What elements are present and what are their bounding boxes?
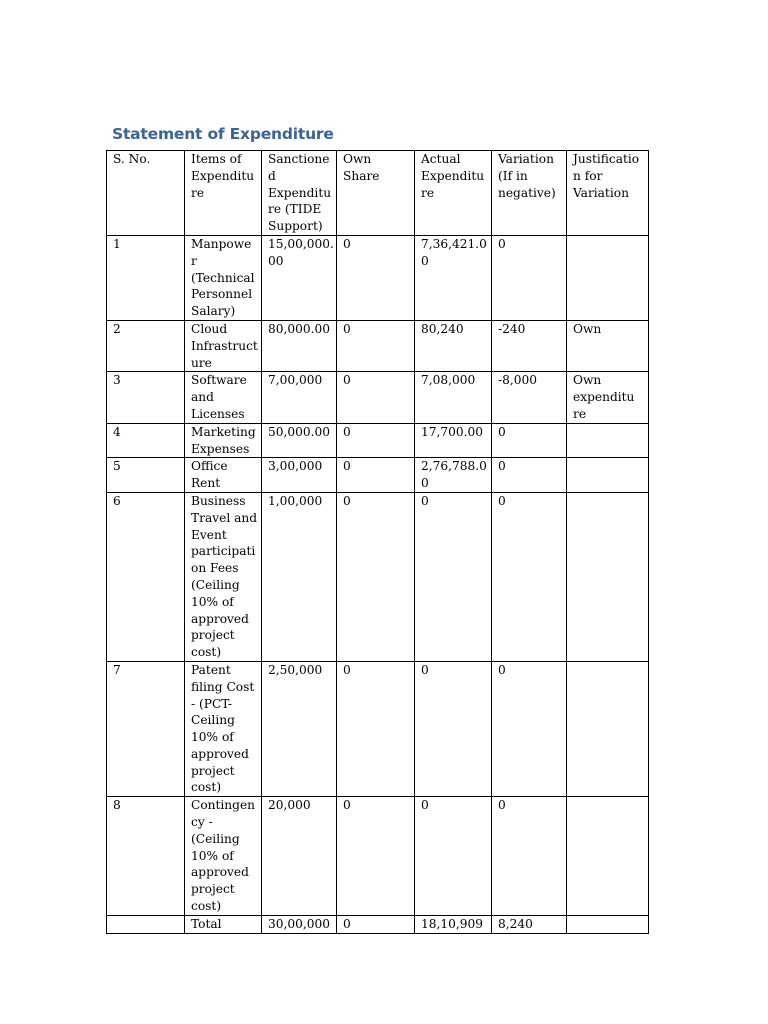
cell-own-share: 0 — [337, 492, 415, 661]
cell-actual: 18,10,909 — [415, 915, 492, 933]
cell-variation: 0 — [492, 797, 567, 916]
cell-item: Contingen cy - (Ceiling 10% of approved project cost) — [185, 797, 262, 916]
cell-item: Total — [185, 915, 262, 933]
cell-actual: 7,08,000 — [415, 372, 492, 423]
cell-justification — [567, 235, 649, 320]
header-cell-items: Items of Expenditu re — [185, 151, 262, 236]
table-row — [107, 661, 649, 796]
cell-actual: 17,700.00 — [415, 423, 492, 458]
cell-sno: 4 — [107, 423, 185, 458]
cell-justification — [567, 423, 649, 458]
header-cell-sanctioned: Sanctione d Expenditu re (TIDE Support) — [262, 151, 337, 236]
cell-item: Software and Licenses — [185, 372, 262, 423]
cell-justification: Own expenditu re — [567, 372, 649, 423]
cell-variation: 0 — [492, 458, 567, 493]
table-header-row — [107, 151, 649, 236]
cell-variation: 0 — [492, 661, 567, 796]
cell-actual: 80,240 — [415, 320, 492, 371]
cell-sno: 2 — [107, 320, 185, 371]
table-row — [107, 492, 649, 661]
table-row — [107, 458, 649, 493]
cell-sanctioned: 20,000 — [262, 797, 337, 916]
cell-sanctioned: 30,00,000 — [262, 915, 337, 933]
cell-sanctioned: 15,00,000. 00 — [262, 235, 337, 320]
cell-sanctioned: 50,000.00 — [262, 423, 337, 458]
table-total-row — [107, 915, 649, 933]
cell-actual: 0 — [415, 797, 492, 916]
cell-sanctioned: 80,000.00 — [262, 320, 337, 371]
cell-justification — [567, 915, 649, 933]
cell-sanctioned: 1,00,000 — [262, 492, 337, 661]
cell-variation: -240 — [492, 320, 567, 371]
cell-own-share: 0 — [337, 423, 415, 458]
table-row — [107, 372, 649, 423]
cell-sno: 8 — [107, 797, 185, 916]
expenditure-table — [106, 150, 649, 934]
cell-justification: Own — [567, 320, 649, 371]
cell-sno: 6 — [107, 492, 185, 661]
header-cell-actual: Actual Expenditu re — [415, 151, 492, 236]
cell-item: Office Rent — [185, 458, 262, 493]
cell-variation: 0 — [492, 235, 567, 320]
cell-item: Business Travel and Event participati on Fees (Ceiling 10% of approved project cost) — [185, 492, 262, 661]
cell-variation: 0 — [492, 423, 567, 458]
cell-own-share: 0 — [337, 915, 415, 933]
table-row — [107, 797, 649, 916]
cell-actual: 2,76,788.0 0 — [415, 458, 492, 493]
cell-own-share: 0 — [337, 458, 415, 493]
header-cell-own-share: Own Share — [337, 151, 415, 236]
cell-own-share: 0 — [337, 320, 415, 371]
header-cell-variation: Variation (If in negative) — [492, 151, 567, 236]
cell-justification — [567, 458, 649, 493]
cell-item: Patent filing Cost - (PCT- Ceiling 10% of approved project cost) — [185, 661, 262, 796]
cell-item: Cloud Infrastruct ure — [185, 320, 262, 371]
cell-justification — [567, 492, 649, 661]
cell-item: Marketing Expenses — [185, 423, 262, 458]
cell-own-share: 0 — [337, 661, 415, 796]
header-cell-sno: S. No. — [107, 151, 185, 236]
table-row — [107, 235, 649, 320]
cell-variation: 0 — [492, 492, 567, 661]
cell-justification — [567, 661, 649, 796]
cell-own-share: 0 — [337, 797, 415, 916]
cell-sno: 1 — [107, 235, 185, 320]
cell-justification — [567, 797, 649, 916]
cell-sno — [107, 915, 185, 933]
cell-own-share: 0 — [337, 235, 415, 320]
header-cell-justification: Justificatio n for Variation — [567, 151, 649, 236]
cell-actual: 0 — [415, 661, 492, 796]
cell-actual: 0 — [415, 492, 492, 661]
cell-item: Manpowe r (Technical Personnel Salary) — [185, 235, 262, 320]
document-title: Statement of Expenditure — [112, 125, 334, 143]
cell-sanctioned: 7,00,000 — [262, 372, 337, 423]
cell-sno: 5 — [107, 458, 185, 493]
cell-own-share: 0 — [337, 372, 415, 423]
cell-sanctioned: 2,50,000 — [262, 661, 337, 796]
table-row — [107, 423, 649, 458]
cell-variation: -8,000 — [492, 372, 567, 423]
cell-sanctioned: 3,00,000 — [262, 458, 337, 493]
table-row — [107, 320, 649, 371]
cell-variation: 8,240 — [492, 915, 567, 933]
cell-sno: 7 — [107, 661, 185, 796]
cell-sno: 3 — [107, 372, 185, 423]
cell-actual: 7,36,421.0 0 — [415, 235, 492, 320]
